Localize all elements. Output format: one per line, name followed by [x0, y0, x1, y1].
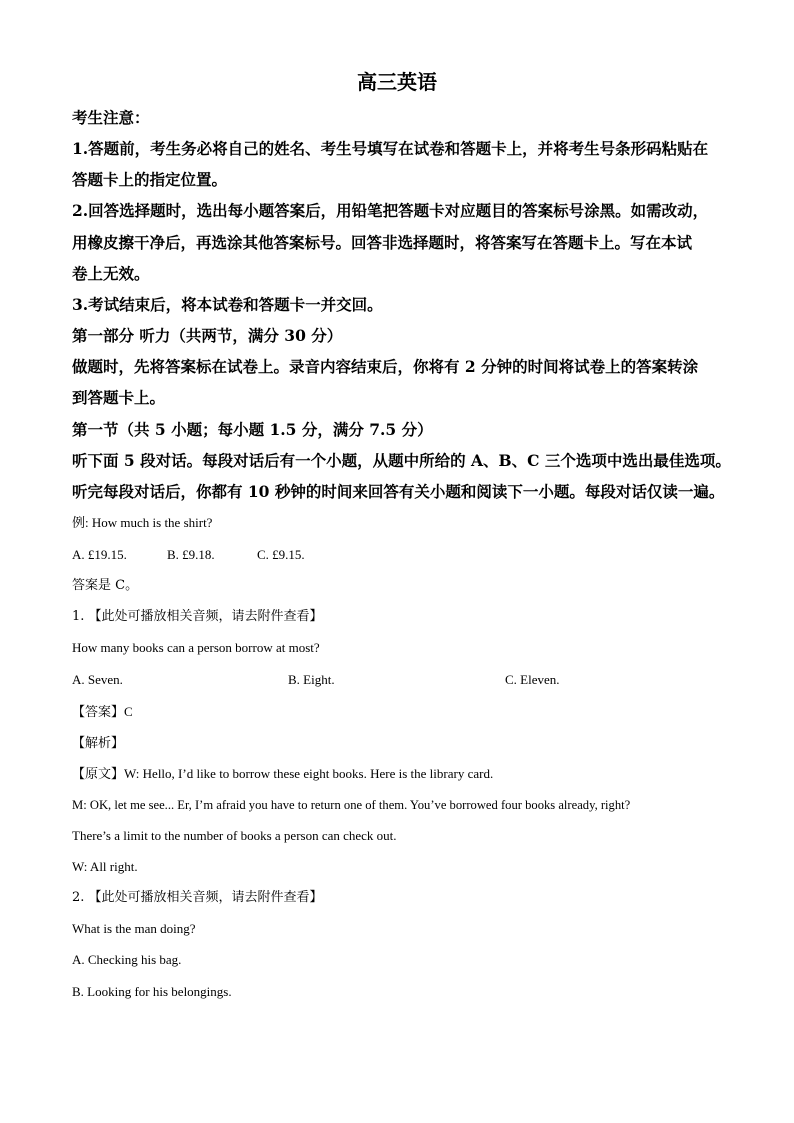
q1-question: How many books can a person borrow at most? [72, 640, 320, 655]
example-question: 例: How much is the shirt? [72, 515, 213, 530]
q1-transcript-w1: W: Hello, I’d like to borrow these eight books. Here is the library card. [124, 766, 494, 781]
notice-item-2-line-3: 卷上无效。 [72, 264, 150, 283]
notice-item-1-line-2: 答题卡上的指定位置。 [72, 170, 228, 189]
q1-answer: C [124, 704, 133, 719]
q1-transcript-line-1 [72, 763, 493, 785]
q1-option-c: C. Eleven. [505, 672, 560, 687]
part1-instruction-line-1: 做题时，先将答案标在试卷上。录音内容结束后，你将有 2 分钟的时间将试卷上的答案转涂 [72, 357, 699, 376]
section1-instruction-line-1: 听下面 5 段对话。每段对话后有一个小题，从题中所给的 A、B、C 三个选项中选出最佳选项。 [72, 451, 731, 470]
q2-stem: 2. 【此处可播放相关音频，请去附件查看】 [72, 890, 323, 905]
example-option-b: B. £9.18. [167, 547, 215, 562]
q1-transcript-m1: M: OK, let me see... Er, I’m afraid you have to return one of them. You’ve borrowed four books already, right? [72, 798, 631, 812]
page-title: 高三英语 [357, 70, 437, 94]
analysis-tag: 【解析】 [72, 736, 125, 751]
section1-instruction-line-2: 听完每段对话后，你都有 10 秒钟的时间来回答有关小题和阅读下一小题。每段对话仅读一遍。 [72, 482, 725, 501]
q1-stem: 1. 【此处可播放相关音频，请去附件查看】 [72, 609, 323, 624]
q2-option-a: A. Checking his bag. [72, 952, 182, 967]
part1-instruction-line-2: 到答题卡上。 [72, 388, 166, 407]
q2-option-b: B. Looking for his belongings. [72, 984, 232, 999]
part1-heading: 第一部分 听力（共两节，满分 30 分） [72, 326, 343, 345]
q1-option-a: A. Seven. [72, 672, 123, 687]
notice-item-3: 3.考试结束后，将本试卷和答题卡一并交回。 [72, 295, 383, 314]
transcript-tag: 【原文】 [72, 767, 125, 782]
notice-heading: 考生注意： [72, 108, 150, 127]
q1-transcript-m1-continued: There’s a limit to the number of books a person can check out. [72, 828, 397, 843]
notice-item-2-line-1: 2.回答选择题时，选出每小题答案后，用铅笔把答题卡对应题目的答案标号涂黑。如需改动， [72, 201, 709, 220]
q1-analysis-line [72, 732, 124, 754]
section1-heading: 第一节（共 5 小题；每小题 1.5 分，满分 7.5 分） [72, 420, 433, 439]
example-answer: 答案是 C。 [72, 578, 139, 593]
q1-option-b: B. Eight. [288, 672, 335, 687]
example-option-c: C. £9.15. [257, 547, 305, 562]
example-option-a: A. £19.15. [72, 547, 127, 562]
notice-item-2-line-2: 用橡皮擦干净后，再选涂其他答案标号。回答非选择题时，将答案写在答题卡上。写在本试 [72, 233, 693, 252]
q1-answer-line [72, 701, 133, 723]
q1-transcript-w2: W: All right. [72, 859, 138, 874]
answer-tag: 【答案】 [72, 705, 125, 720]
q2-question: What is the man doing? [72, 921, 196, 936]
notice-item-1-line-1: 1.答题前，考生务必将自己的姓名、考生号填写在试卷和答题卡上，并将考生号条形码粘贴在 [72, 139, 709, 158]
